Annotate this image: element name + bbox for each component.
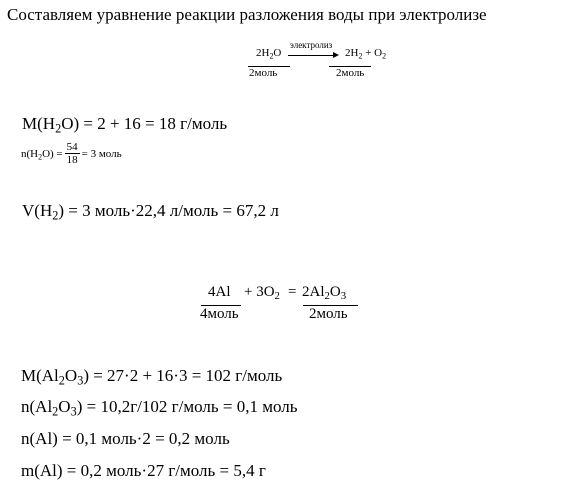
moles-alumina: $n(Al_2O_3) = 10,2г/102$ г/моль = 0,1 моль — [21, 397, 298, 419]
reaction2-product: $2Al_2O_3$ — [302, 284, 347, 303]
arrow-right-icon — [333, 52, 339, 58]
reaction1-moles-right: 2моль — [336, 67, 365, 79]
arrow-label: электролиз — [290, 40, 333, 50]
reaction-arrow-line — [288, 55, 334, 56]
reaction2-moles-right: 2моль — [309, 306, 348, 322]
volume-hydrogen: $V(H_2) = 3$ моль·22,4 л/моль = 67,2 л — [22, 201, 279, 223]
moles-water: $n(H_2O)$ = $\frac{54}{18}$ = 3 моль — [21, 141, 122, 167]
mass-aluminium: m(Al) = 0,2 моль·27 г/моль = 5,4 г — [21, 461, 266, 480]
reaction1-reactant: $2H_2O$ — [256, 47, 282, 61]
reaction2-al: 4Al — [208, 284, 231, 300]
reaction2-moles-left: 4моль — [200, 306, 239, 322]
molar-mass-water: $M(H_2O) = 2 + 16 = 18$ г/моль — [22, 114, 228, 136]
reaction2-equals: = — [288, 284, 297, 300]
moles-aluminium: n(Al) = 0,1 моль·2 = 0,2 моль — [21, 429, 230, 448]
heading: Составляем уравнение реакции разложения воды при электролизе — [7, 5, 487, 24]
reaction1-moles-left: 2моль — [249, 67, 278, 79]
fraction: $\frac{54}{18}$ — [66, 141, 78, 167]
reaction1-products: $2H_2 + O_2$ — [345, 47, 387, 61]
molar-mass-alumina: $M(Al_2O_3) = 27\cdot 2 + 16\cdot 3 = 102$ г/моль — [21, 366, 283, 388]
reaction2-oxygen: + $3O_2$ — [244, 284, 280, 303]
